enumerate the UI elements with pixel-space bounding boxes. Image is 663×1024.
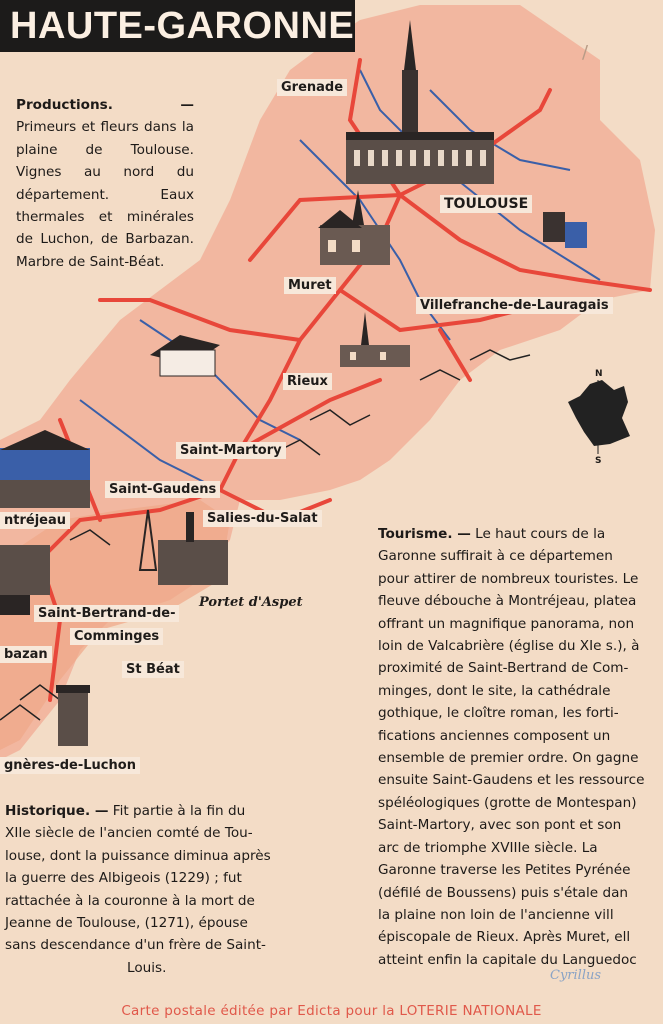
label-luchon: gnères-de-Luchon <box>0 757 140 774</box>
tourisme-line: loin de Valcabrière (église du XIe s.), à <box>378 638 640 655</box>
label-st-beat: St Béat <box>122 661 184 678</box>
productions-paragraph <box>16 94 194 273</box>
label-muret: Muret <box>284 277 336 294</box>
tourisme-line: proximité de Saint-Bertrand de Com- <box>378 660 629 677</box>
tourisme-line: minges, dont le site, la cathédrale <box>378 682 611 699</box>
historique-line: Fit partie à la fin du <box>112 803 246 819</box>
label-rieux: Rieux <box>283 373 332 390</box>
tourisme-line: (défilé de Boussens) puis s'étale dan <box>378 884 629 901</box>
productions-text: Primeurs et fleurs dans la plaine de Toulouse. Vignes au nord du département. Eaux thermales et minérales de Luchon, de Barbazan. Marbre de Saint-Béat. <box>16 119 194 270</box>
corner-mark: / <box>582 42 589 63</box>
label-barbazan: bazan <box>0 646 52 663</box>
artist-signature: Cyrillus <box>550 968 602 983</box>
tourisme-line: Saint-Martory, avec son pont et son <box>378 817 622 834</box>
luchon-tower-illustration <box>56 685 90 746</box>
label-toulouse: TOULOUSE <box>440 195 532 213</box>
historique-line: sans descendance d'un frère de Saint- <box>5 937 266 954</box>
label-saint-bertrand-1: Saint-Bertrand-de- <box>34 605 179 622</box>
footer-caption: Carte postale éditée par Edicta pour la LOTERIE NATIONALE <box>121 1003 542 1019</box>
france-silhouette <box>568 380 630 446</box>
label-saint-martory: Saint-Martory <box>176 442 286 459</box>
label-salies: Salies-du-Salat <box>203 510 322 527</box>
historique-paragraph <box>5 800 293 979</box>
label-montrejeau: ntréjeau <box>0 512 70 529</box>
label-saint-bertrand-2: Comminges <box>70 628 163 645</box>
tourisme-line: atteint enfin la capitale du Languedoc <box>378 951 637 968</box>
label-portet: Portet d'Aspet <box>199 595 303 610</box>
tourisme-line: Garonne suffirait à ce départemen <box>378 548 613 565</box>
tourisme-line: Garonne traverse les Petites Pyrénée <box>378 862 631 879</box>
tourisme-line: offrant un magnifique panorama, non <box>378 615 635 632</box>
tourisme-line: pour attirer de nombreux touristes. Le <box>378 570 639 587</box>
tourisme-line: spéléologiques (grotte de Montespan) <box>378 794 637 811</box>
tourisme-line: la plaine non loin de l'ancienne vill <box>378 906 614 923</box>
mountain-area <box>0 500 230 750</box>
historique-line: Jeanne de Toulouse, (1271), épouse <box>5 915 248 932</box>
tourisme-line: Le haut cours de la <box>475 526 606 542</box>
tourisme-line: gothique, le cloître roman, les forti- <box>378 705 619 722</box>
historique-line: Louis. <box>127 959 167 976</box>
tourisme-line: fleuve débouche à Montréjeau, platea <box>378 593 637 610</box>
historique-line: louse, dont la puissance diminua après <box>5 847 271 864</box>
tourisme-line: arc de triomphe XVIIIe siècle. La <box>378 839 598 856</box>
label-saint-gaudens: Saint-Gaudens <box>105 481 220 498</box>
historique-line: rattachée à la couronne à la mort de <box>5 892 255 909</box>
historique-line: la guerre des Albigeois (1229) ; fut <box>5 870 242 887</box>
tourisme-line: ensuite Saint-Gaudens et les ressource <box>378 772 645 789</box>
label-grenade: Grenade <box>277 79 347 96</box>
page-title: HAUTE-GARONNE <box>0 0 355 52</box>
historique-heading: Historique. — <box>5 803 109 819</box>
compass-north: N <box>595 369 603 379</box>
tourisme-line: fications anciennes composent un <box>378 727 611 744</box>
tourisme-line: ensemble de premier ordre. On gagne <box>378 750 639 767</box>
historique-line: XIIe siècle de l'ancien comté de Tou- <box>5 825 253 842</box>
label-villefranche: Villefranche-de-Lauragais <box>416 297 613 314</box>
tourisme-heading: Tourisme. — <box>378 526 471 542</box>
compass-south: S <box>595 456 602 466</box>
tourisme-paragraph <box>378 523 663 971</box>
productions-heading: Productions. — <box>16 97 194 113</box>
tourisme-line: épiscopale de Rieux. Après Muret, ell <box>378 929 631 946</box>
